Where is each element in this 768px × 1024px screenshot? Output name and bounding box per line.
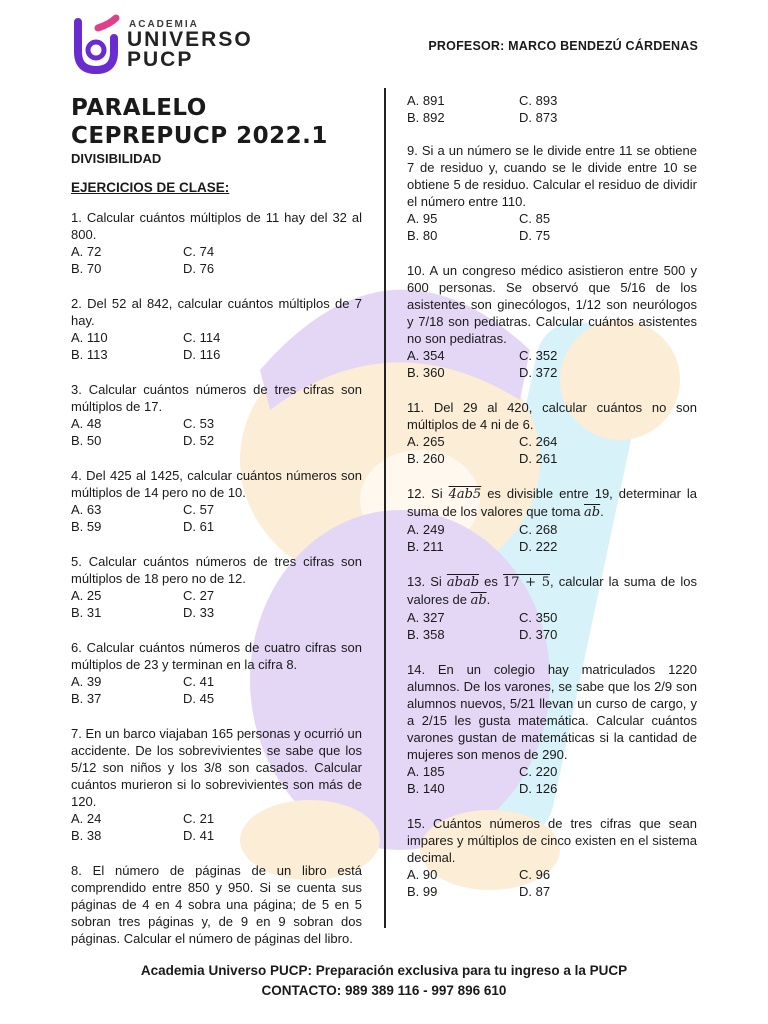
logo-brand-text: UNIVERSO PUCP: [127, 28, 253, 71]
exercise-options: [407, 433, 697, 467]
option: B. 892: [407, 110, 445, 125]
exercise-options: [71, 587, 362, 621]
option: D. 75: [519, 228, 551, 243]
exercise-text: 10. A un congreso médico asistieron entre 500 y 600 personas. Se observó que 5/16 de los asistentes son ginecólogos, 1/12 son neurólogos y 7/18 son pediatras. Calcular cuántos asistentes no son pediatras.: [407, 263, 697, 346]
exercise: [407, 485, 697, 555]
exercise-text: 3. Calcular cuántos números de tres cifras son múltiplos de 17.: [71, 382, 362, 414]
exercise: [407, 815, 697, 900]
option: C. 41: [183, 674, 215, 689]
option: A. 48: [71, 416, 102, 431]
option: C. 85: [519, 211, 551, 226]
exercise: [71, 862, 362, 947]
exercise-text: 14. En un colegio hay matriculados 1220 alumnos. De los varones, se sabe que los 2/9 son alumnos nuevos, 5/21 llevan un curso de cargo, y a 2/15 les gusta matemática. Calcular cuántos varones gustan de matemáticas si la cantidad de mujeres son menos de 290.: [407, 662, 697, 762]
exercise: [71, 295, 362, 363]
option: C. 96: [519, 867, 551, 882]
exercise-text: 5. Calcular cuántos números de tres cifras son múltiplos de 18 pero no de 12.: [71, 554, 362, 586]
exercise: [407, 573, 697, 643]
option: C. 21: [183, 811, 215, 826]
column-divider: [384, 88, 386, 928]
option: D. 52: [183, 433, 215, 448]
exercise-text: 6. Calcular cuántos números de cuatro cifras son múltiplos de 23 y terminan en la cifra 8.: [71, 640, 362, 672]
exercise: [71, 381, 362, 449]
math-overline-var: $\overline{ab}$: [584, 505, 601, 520]
option: D. 372: [519, 365, 558, 380]
option: A. 95: [407, 211, 438, 226]
option: B. 37: [71, 691, 102, 706]
option: B. 50: [71, 433, 102, 448]
exercise-text: 7. En un barco viajaban 165 personas y ocurrió un accidente. De los sobrevivientes se sabe que los 5/12 son niños y los 3/8 son casados. Calcular cuántos murieron si lo sobrevivientes son más de 120.: [71, 726, 362, 809]
page-subtitle: DIVISIBILIDAD: [71, 151, 162, 166]
option: A. 265: [407, 434, 445, 449]
exercise-options: [407, 866, 697, 900]
option: B. 113: [71, 347, 108, 362]
option: B. 211: [407, 539, 444, 554]
exercise-text: 1. Calcular cuántos múltiplos de 11 hay del 32 al 800.: [71, 210, 362, 242]
option: D. 222: [519, 539, 558, 554]
option: A. 354: [407, 348, 445, 363]
academy-logo: [68, 14, 258, 76]
option: A. 891: [407, 93, 445, 108]
exercise-options: [71, 501, 362, 535]
footer-tagline: Academia Universo PUCP: Preparación exclusiva para tu ingreso a la PUCP: [140, 963, 628, 978]
exercise-options: [407, 609, 697, 643]
option: C. 57: [183, 502, 215, 517]
option: A. 185: [407, 764, 445, 779]
option: C. 220: [519, 764, 558, 779]
option: C. 264: [519, 434, 558, 449]
option: B. 31: [71, 605, 102, 620]
exercise: [71, 639, 362, 707]
math-overline-number: 4ab5: [448, 487, 482, 502]
exercise-options: [407, 92, 697, 126]
exercise-text: 15. Cuántos números de tres cifras que sean impares y múltiplos de cinco existen en el sistema decimal.: [407, 816, 697, 865]
option: C. 352: [519, 348, 558, 363]
option: B. 99: [407, 884, 438, 899]
exercise-options: [407, 763, 697, 797]
option: C. 893: [519, 93, 558, 108]
exercise-options: [407, 521, 697, 555]
option: B. 38: [71, 828, 102, 843]
option: D. 126: [519, 781, 558, 796]
math-expression: 17 + 5: [503, 575, 550, 590]
exercise-options: [71, 415, 362, 449]
option: D. 61: [183, 519, 215, 534]
exercise-options: [71, 810, 362, 844]
option: A. 249: [407, 522, 445, 537]
option: B. 59: [71, 519, 102, 534]
exercise: [407, 262, 697, 381]
option: A. 39: [71, 674, 102, 689]
left-column: [71, 94, 362, 947]
option: D. 116: [183, 347, 221, 362]
exercise: [407, 661, 697, 797]
math-overline-number: abab: [446, 575, 480, 590]
logo-mark-icon: [68, 14, 124, 76]
exercise: [407, 142, 697, 244]
exercise: [71, 725, 362, 844]
exercise-options: [71, 243, 362, 277]
option: A. 25: [71, 588, 102, 603]
logo-small-text: ACADEMIA: [129, 19, 199, 30]
exercise-text: 12. Si 4ab5 es divisible entre 19, determinar la suma de los valores que toma $\overline{ab}$.: [407, 486, 697, 520]
exercise-options: [407, 210, 697, 244]
option: C. 268: [519, 522, 558, 537]
option: D. 261: [519, 451, 558, 466]
option: C. 53: [183, 416, 215, 431]
option: D. 41: [183, 828, 215, 843]
option: C. 114: [183, 330, 221, 345]
option: B. 358: [407, 627, 445, 642]
exercise-text: 8. El número de páginas de un libro está comprendido entre 850 y 950. Si se cuenta sus páginas de 4 en 4 sobra una página; de 5 en 5 sobran tres páginas y, de 9 en 9 sobran dos páginas. Calcular el número de páginas del libro.: [71, 863, 362, 946]
option: D. 87: [519, 884, 551, 899]
option: B. 80: [407, 228, 438, 243]
exercise: [71, 467, 362, 535]
option: D. 370: [519, 627, 558, 642]
option: D. 76: [183, 261, 215, 276]
professor-name: PROFESOR: MARCO BENDEZÚ CÁRDENAS: [428, 39, 698, 53]
option: A. 72: [71, 244, 102, 259]
section-heading: EJERCICIOS DE CLASE:: [71, 180, 230, 195]
exercise-options: [71, 673, 362, 707]
option: A. 110: [71, 330, 108, 345]
exercise-text: 4. Del 425 al 1425, calcular cuántos números son múltiplos de 14 pero no de 10.: [71, 468, 362, 500]
exercise-text: 11. Del 29 al 420, calcular cuántos no son múltiplos de 4 ni de 6.: [407, 400, 697, 432]
option: B. 140: [407, 781, 445, 796]
option: A. 90: [407, 867, 438, 882]
math-overline-var: $\overline{ab}$: [470, 593, 487, 608]
option: D. 33: [183, 605, 215, 620]
option: B. 260: [407, 451, 445, 466]
exercise-text: 13. Si abab es 17 + 5, calcular la suma de los valores de $\overline{ab}$.: [407, 574, 697, 608]
option: C. 74: [183, 244, 215, 259]
option: D. 873: [519, 110, 558, 125]
option: A. 327: [407, 610, 445, 625]
exercise-options: [407, 347, 697, 381]
option: D. 45: [183, 691, 215, 706]
option: C. 350: [519, 610, 558, 625]
right-column: [407, 92, 697, 918]
page-title: PARALELO CEPREPUCP 2022.1: [71, 95, 328, 149]
option: B. 360: [407, 365, 445, 380]
option: C. 27: [183, 588, 215, 603]
exercise-text: 9. Si a un número se le divide entre 11 se obtiene 7 de residuo y, cuando se le divide entre 10 se obtiene 5 de residuo. Calcular el residuo de dividir el número entre 110.: [407, 143, 697, 209]
option: A. 63: [71, 502, 102, 517]
exercise-options: [71, 329, 362, 363]
option: B. 70: [71, 261, 102, 276]
exercise: [407, 399, 697, 467]
option: A. 24: [71, 811, 102, 826]
exercise: [71, 209, 362, 277]
footer-contact: CONTACTO: 989 389 116 - 997 896 610: [261, 983, 507, 998]
exercise-text: 2. Del 52 al 842, calcular cuántos múltiplos de 7 hay.: [71, 296, 362, 328]
exercise: [71, 553, 362, 621]
